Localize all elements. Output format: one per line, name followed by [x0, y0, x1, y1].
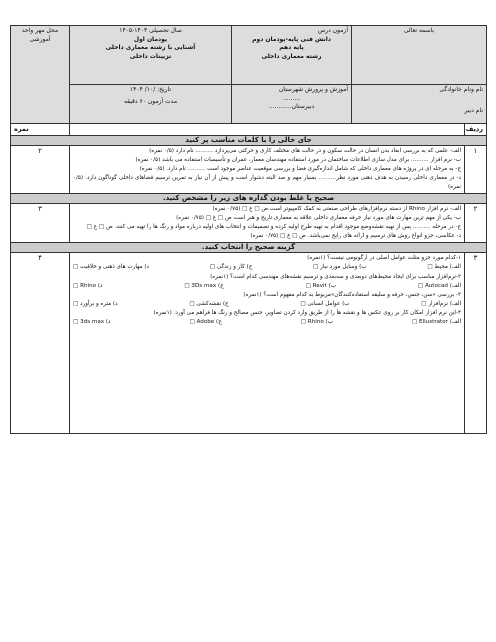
- section-fill-blank: [11, 136, 487, 146]
- q3-q2-option-d[interactable]: د) Rhino □: [73, 282, 103, 289]
- q1-item-c: ج- به مرحله ای در پروژه های معماری داخلی که شامل اندازه‌گیری فضا و بررسی موقعیت عناصر موجود است .......... نام دارد. (۰/۵ نمره): [139, 166, 461, 173]
- section-multiple-choice: [11, 243, 487, 253]
- header-name-label: باسمه تعالی: [403, 27, 435, 34]
- q3-question-4: ۴-این نرم افزار امکان کار بر روی عکس ها و نقشه ها را از طریق وارد کردن تصاویر، جنس مصالح و رنگ ها فراهم می آورد. (۱نمره): [153, 309, 461, 316]
- header-stamp: محل مهر واحد آموزشی: [21, 27, 59, 43]
- header-course: دانش فنی پایه-پودمان دوم: [252, 35, 331, 43]
- q2-body: [70, 204, 465, 243]
- header-duration: مدت آزمون ۶۰ دقیقه: [123, 97, 178, 105]
- exam-header: [11, 26, 487, 85]
- section-title-multiple-choice: گزینه صحیح را انتخاب کنید.: [11, 243, 487, 253]
- question-1: [11, 146, 487, 194]
- header-school: دبیرستان............: [268, 103, 315, 111]
- q3-q2-option-b[interactable]: ب) Revit □: [305, 282, 337, 289]
- q3-q4-option-a[interactable]: الف) Ellustrator □: [411, 318, 461, 325]
- q3-q3-option-b[interactable]: ب) عوامل انسانی □: [300, 300, 350, 307]
- q3-q3-options: [73, 300, 461, 309]
- header-course-cell: [232, 26, 352, 85]
- q3-q1-options: [73, 263, 461, 272]
- q3-q1-option-a[interactable]: الف) محیط □: [427, 264, 461, 271]
- q1-item-d: د- در معماری داخلی رسیدن به هدف ذهنی مورد نظر.......... بسیار مهم و صد البته دشوار است و پیش از آن نیاز به تمرین ترسیم فضاهای داخلی گوناگون دارد. (۰/۵ نمره): [73, 175, 461, 191]
- q1-body: [70, 146, 465, 194]
- q3-q2-option-a[interactable]: الف) Autocad □: [417, 282, 461, 289]
- header-student-name: نام ونام خانوادگی: [439, 86, 483, 93]
- section-title-true-false: صحیح یا غلط بودن گذاره های زیر را مشخص کنید.: [11, 194, 487, 204]
- section-title-fill-blank: جای خالی را با کلمات مناسب پر کنید: [11, 136, 487, 146]
- question-3: [11, 253, 487, 434]
- q3-row-number: ۳: [465, 253, 487, 434]
- header-field: رشته معماری داخلی: [261, 53, 322, 61]
- header-dots: .........: [282, 94, 301, 102]
- col-row: ردیف: [465, 124, 487, 136]
- q1-score: ۲: [11, 146, 70, 194]
- header-title-cell: [70, 26, 232, 85]
- header-date-cell: [70, 85, 232, 124]
- exam-sheet: [10, 25, 487, 434]
- col-question: [70, 124, 465, 136]
- q1-item-a: الف- علمی که به بررسی ابعاد بدن انسان در حالت سکون و در حالت های مختلف کاری و حرکتی می‌پردازد .......... نام دارد (۰/۵ نمره): [149, 148, 461, 154]
- header-year: سال تحصیلی ۱۴۰۴-۱۴۰۵: [119, 27, 182, 34]
- section-true-false: [11, 194, 487, 204]
- header-grade: پایه دهم: [279, 44, 304, 52]
- q3-q3-option-d[interactable]: د) متره و برآورد □: [73, 300, 118, 307]
- q3-q1-option-b[interactable]: ب) وسایل مورد نیاز □: [313, 264, 367, 271]
- q3-q4-options: [73, 318, 461, 327]
- q2-item-a: الف- نرم افزار Rhino از دسته نرم‌افزارهای طراحی صنعتی به کمک کامپیوتر است.ص □ غ □ (۰/۷۵ نمره): [212, 206, 461, 213]
- q3-q4-option-d[interactable]: د) 3ds max □: [73, 318, 111, 325]
- q3-body: [70, 253, 465, 434]
- header-date: تاریخ: /۱۰/ ۱۴۰۴: [129, 86, 172, 93]
- header-term: پودمان اول: [133, 35, 168, 43]
- q2-item-b: ب- یکی از مهم ترین مهارت های مورد نیاز حرفه معماری داخلی علاقه به معماری تاریخ و هنر است ص □ غ □ (۰/۷۵ نمره): [176, 215, 461, 222]
- q3-q4-option-c[interactable]: ج) Adobe □: [189, 318, 222, 325]
- q3-q3-option-c[interactable]: ج) نقشه‌کشی □: [189, 300, 229, 307]
- q3-question-1: ۱-کدام مورد جزو مثلث عوامل اصلی در ارگونومی نیست؟ (۱نمره): [307, 255, 461, 262]
- q3-question-3: ۳- بررسی «سن، جنس، حرفه و سلیقه استفاده‌کنندگان»مربوط به کدام مفهوم است؟ (۱نمره): [243, 291, 461, 298]
- question-2: [11, 204, 487, 243]
- header-student-cell: [352, 85, 487, 124]
- header-stamp-cell: [11, 26, 70, 124]
- q3-question-2: ۲-نرم‌افزار مناسب برای ایجاد محیط‌های دوبعدی و سه‌بعدی و ترسیم نقشه‌های مهندسی کدام است؟ (۱نمره): [210, 273, 461, 280]
- q2-score: ۳: [11, 204, 70, 243]
- q1-item-b: ب- نرم افزار .......... برای مدل سازی اطلاعات ساختمان در مورد استفاده مهندسان معمار، عمران و تأسیسات استفاده می باشد (۰/۵ نمره): [135, 157, 461, 164]
- header-title1: آشنایی با رشته معماری داخلی: [105, 44, 196, 52]
- q3-q1-option-d[interactable]: د) مهارت های ذهنی و خلاقیت □: [73, 264, 150, 271]
- q3-q1-option-c[interactable]: ج) کار و زندگی □: [209, 264, 253, 271]
- exam-header-row2: [11, 85, 487, 124]
- header-teacher: نام دبیر: [464, 106, 483, 114]
- q1-row-number: ۱: [465, 146, 487, 194]
- header-exam-label: آزمون درس: [317, 27, 348, 34]
- q2-item-d: د- عکاسی، جزو انواع روش های ترسیم و ارائه های رایج نمی‌باشد. ص □ غ □ (۰/۷۵ نمره): [250, 233, 461, 240]
- header-dept: آموزش و پرورش شهرستان: [278, 86, 348, 93]
- q2-item-c: ج- در مرحله .......... پس از تهیه نقشه‌وضع موجود اقدام به تهیه طرح اولیه کرده و تصمیمات و انتخاب های اولیه درباره مواد و رنگ ها را تهیه می کنند. ص □ غ □: [86, 224, 461, 231]
- q3-q3-option-a[interactable]: الف) نرم‌افزار □: [421, 300, 461, 307]
- header-dept-cell: [232, 85, 352, 124]
- q2-row-number: ۲: [465, 204, 487, 243]
- header-name-cell: [352, 26, 487, 85]
- header-title2: تزیینات داخلی: [129, 53, 172, 61]
- column-header-row: [11, 124, 487, 136]
- q3-q2-options: [73, 282, 461, 291]
- col-score: نمره: [11, 124, 70, 136]
- q3-q4-option-b[interactable]: ب) Rhino □: [300, 318, 334, 325]
- q3-q2-option-c[interactable]: ج) 3Ds max □: [184, 282, 224, 289]
- q3-score: ۴: [11, 253, 70, 434]
